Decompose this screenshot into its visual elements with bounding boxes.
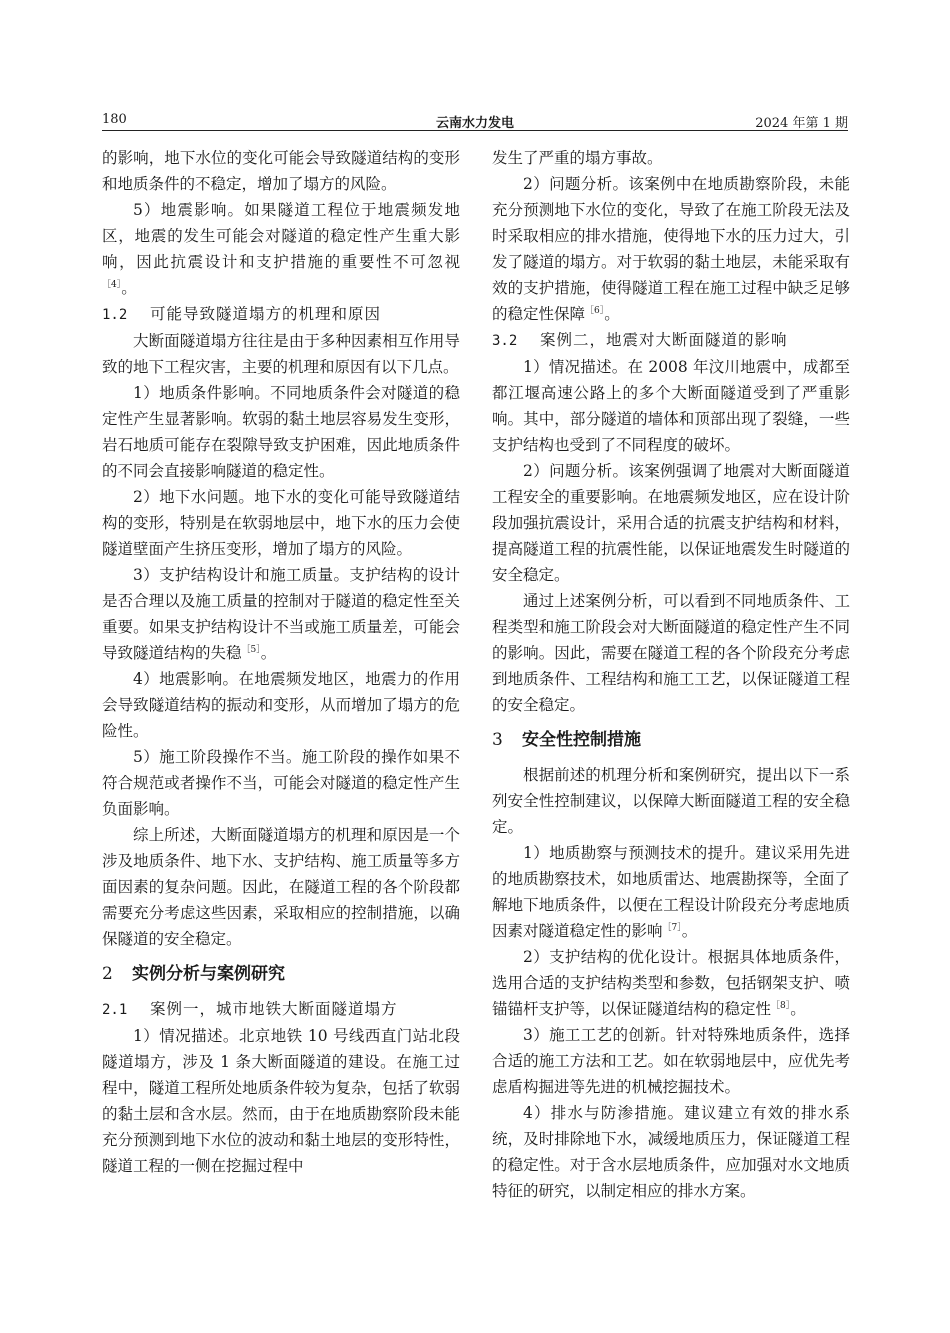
paragraph <box>492 944 850 1022</box>
paragraph: 4）地震影响。在地震频发地区，地震力的作用会导致隧道结构的振动和变形，从而增加了塌方的危险性。 <box>102 670 460 740</box>
section-number: 2 <box>102 964 113 984</box>
paragraph: 4）排水与防渗措施。建议建立有效的排水系统，及时排除地下水，减缓地质压力，保证隧道工程的稳定性。对于含水层地质条件，应加强对水文地质特征的研究，以制定相应的排水方案。 <box>492 1104 850 1200</box>
paragraph-text: 1）地质勘察与预测技术的提升。建议采用先进的地质勘察技术，如地质雷达、地震勘探等，全面了解地下地质条件，以便在工程设计阶段充分考虑地质因素对隧道稳定性的影响 <box>492 844 850 940</box>
paragraph: 通过上述案例分析，可以看到不同地质条件、工程类型和施工阶段会对大断面隧道的稳定性产生不同的影响。因此，需要在隧道工程的各个阶段充分考虑到地质条件、工程结构和施工工艺，以保证隧道工程的安全稳定。 <box>492 592 850 714</box>
paragraph: 发生了严重的塌方事故。 <box>492 149 663 167</box>
section-title: 实例分析与案例研究 <box>132 964 285 984</box>
paragraph: 3）施工工艺的创新。针对特殊地质条件，选择合适的施工方法和工艺。如在软弱地层中，应优先考虑盾构掘进等先进的机械挖掘技术。 <box>492 1026 850 1096</box>
citation[interactable]: ［5］ <box>241 645 261 655</box>
paragraph-end: 。 <box>681 922 698 940</box>
paragraph-text: 3）支护结构设计和施工质量。支护结构的设计是否合理以及施工质量的控制对于隧道的稳定性至关重要。如果支护结构设计不当或施工质量差，可能会导致隧道结构的失稳 <box>102 566 460 662</box>
paragraph: 大断面隧道塌方往往是由于多种因素相互作用导致的地下工程灾害，主要的机理和原因有以下几点。 <box>102 332 460 376</box>
paragraph <box>102 562 460 666</box>
section-heading-3-2 <box>492 327 850 354</box>
citation[interactable]: ［7］ <box>662 923 682 933</box>
paragraph: 2）问题分析。该案例强调了地震对大断面隧道工程安全的重要影响。在地震频发地区，应在设计阶段加强抗震设计，采用合适的抗震支护结构和材料，提高隧道工程的抗震性能，以保证地震发生时隧道的安全稳定。 <box>492 462 850 584</box>
paragraph: 2）地下水问题。地下水的变化可能导致隧道结构的变形，特别是在软弱地层中，地下水的压力会使隧道壁面产生挤压变形，增加了塌方的风险。 <box>102 488 460 558</box>
paragraph-end: 。 <box>260 644 277 662</box>
paragraph-text: 2）支护结构的优化设计。根据具体地质条件，选用合适的支护结构类型和参数，包括钢架支护、喷锚锚杆支护等，以保证隧道结构的稳定性 <box>492 948 850 1018</box>
paragraph: 根据前述的机理分析和案例研究，提出以下一系列安全性控制建议，以保障大断面隧道工程的安全稳定。 <box>492 766 850 836</box>
section-heading-1-2 <box>102 301 460 328</box>
paragraph: 1）地质条件影响。不同地质条件会对隧道的稳定性产生显著影响。软弱的黏土地层容易发生变形，岩石地质可能存在裂隙导致支护困难，因此地质条件的不同会直接影响隧道的稳定性。 <box>102 384 460 480</box>
citation[interactable]: ［8］ <box>771 1001 791 1011</box>
section-title: 可能导致隧道塌方的机理和原因 <box>150 305 382 323</box>
section-number: 2.1 <box>102 1002 128 1018</box>
paragraph: 1）情况描述。北京地铁 10 号线西直门站北段隧道塌方，涉及 1 条大断面隧道的建设。在施工过程中，隧道工程所处地质条件较为复杂，包括了软弱的黏土层和含水层。然而，由于在地质勘察阶段未能充分预测到地下水位的波动和黏土地层的变形特性，隧道工程的一侧在挖掘过程中 <box>102 1027 460 1175</box>
paragraph <box>492 840 850 944</box>
right-column <box>492 145 850 1204</box>
left-column <box>102 145 460 1179</box>
page-number: 180 <box>102 112 127 127</box>
section-heading-2 <box>102 961 460 987</box>
section-number: 1.2 <box>102 307 128 323</box>
section-number: 3 <box>492 730 503 750</box>
section-heading-2-1 <box>102 996 460 1023</box>
paragraph-end: 。 <box>121 279 137 297</box>
section-heading-3 <box>492 727 850 753</box>
paragraph <box>492 171 850 327</box>
paragraph: 5）施工阶段操作不当。施工阶段的操作如果不符合规范或者操作不当，可能会对隧道的稳定性产生负面影响。 <box>102 748 460 818</box>
header-divider <box>102 130 848 131</box>
paragraph-text: 2）问题分析。该案例中在地质勘察阶段，未能充分预测地下水位的变化，导致了在施工阶段无法及时采取相应的排水措施，使得地下水的压力过大，引发了隧道的塌方。对于软弱的黏土地层，未能采取有效的支护措施，使得隧道工程在施工过程中缺乏足够的稳定性保障 <box>492 175 850 323</box>
citation[interactable]: ［4］ <box>102 280 122 290</box>
paragraph-end: 。 <box>790 1000 806 1018</box>
section-title: 安全性控制措施 <box>522 730 641 750</box>
paragraph: 1）情况描述。在 2008 年汶川地震中，成都至都江堰高速公路上的多个大断面隧道受到了严重影响。其中，部分隧道的墙体和顶部出现了裂缝，一些支护结构也受到了不同程度的破坏。 <box>492 358 850 454</box>
issue-label: 2024 年第 1 期 <box>755 116 848 131</box>
paragraph-end: 。 <box>604 305 620 323</box>
paragraph: 综上所述，大断面隧道塌方的机理和原因是一个涉及地质条件、地下水、支护结构、施工质量等多方面因素的复杂问题。因此，在隧道工程的各个阶段都需要充分考虑这些因素，采取相应的控制措施，以确保隧道的安全稳定。 <box>102 826 460 948</box>
citation[interactable]: ［6］ <box>585 306 605 316</box>
paragraph-text: 5）地震影响。如果隧道工程位于地震频发地区，地震的发生可能会对隧道的稳定性产生重大影响，因此抗震设计和支护措施的重要性不可忽视 <box>102 201 460 271</box>
paragraph <box>102 197 460 301</box>
journal-title: 云南水力发电 <box>435 116 514 131</box>
section-title: 案例一，城市地铁大断面隧道塌方 <box>150 1000 398 1018</box>
section-title: 案例二，地震对大断面隧道的影响 <box>540 331 788 349</box>
section-number: 3.2 <box>492 333 518 349</box>
paragraph: 的影响，地下水位的变化可能会导致隧道结构的变形和地质条件的不稳定，增加了塌方的风险。 <box>102 149 460 193</box>
